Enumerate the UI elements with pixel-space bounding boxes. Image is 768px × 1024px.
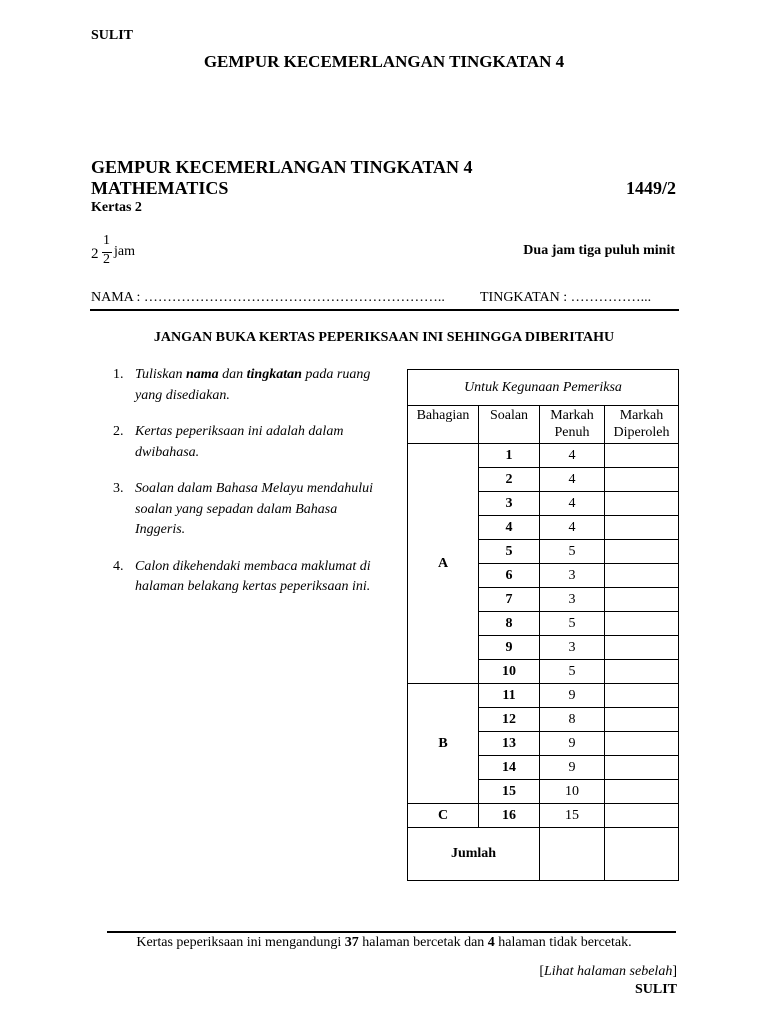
- question-number-cell: 10: [479, 660, 540, 684]
- marks-obtained-cell[interactable]: [605, 564, 679, 588]
- header-full-marks: Markah Penuh: [540, 406, 605, 444]
- turn-over-note: [539, 964, 677, 980]
- instruction-text: [135, 365, 383, 406]
- instruction-text-part: dan: [218, 367, 247, 382]
- sulit-label-top: SULIT: [91, 28, 134, 43]
- marks-obtained-cell[interactable]: [605, 492, 679, 516]
- full-marks-cell: 15: [540, 804, 605, 828]
- table-row: [408, 684, 679, 708]
- duration-denominator: 2: [103, 252, 110, 267]
- paper-name: Kertas 2: [91, 200, 142, 215]
- question-number-cell: 4: [479, 516, 540, 540]
- question-number-cell: 5: [479, 540, 540, 564]
- table-title: Untuk Kegunaan Pemeriksa: [408, 370, 679, 406]
- instruction-number: 1.: [113, 367, 124, 382]
- section-cell: A: [408, 444, 479, 684]
- examiner-table: [407, 369, 679, 881]
- warning-notice: JANGAN BUKA KERTAS PEPERIKSAAN INI SEHINGGA DIBERITAHU: [153, 330, 615, 345]
- top-heading: GEMPUR KECEMERLANGAN TINGKATAN 4: [203, 52, 565, 71]
- paper-code: 1449/2: [625, 178, 676, 198]
- instruction-item: [113, 365, 383, 406]
- printed-pages-count: 37: [344, 935, 359, 950]
- full-marks-cell: 4: [540, 468, 605, 492]
- full-marks-cell: 8: [540, 708, 605, 732]
- question-number-cell: 6: [479, 564, 540, 588]
- full-marks-cell: 3: [540, 564, 605, 588]
- header-marks-obtained: Markah Diperoleh: [605, 406, 679, 444]
- table-body: [408, 444, 679, 828]
- instruction-number: 3.: [113, 481, 124, 496]
- full-marks-cell: 4: [540, 492, 605, 516]
- blank-pages-count: 4: [487, 935, 495, 950]
- marks-obtained-cell[interactable]: [605, 708, 679, 732]
- sulit-label-bottom: SULIT: [634, 982, 677, 997]
- instruction-bold-class: tingkatan: [246, 367, 302, 382]
- footer-text: Kertas peperiksaan ini mengandungi: [136, 935, 345, 950]
- marks-obtained-cell[interactable]: [605, 612, 679, 636]
- section-cell: C: [408, 804, 479, 828]
- marks-obtained-cell[interactable]: [605, 636, 679, 660]
- total-full-cell: [540, 828, 605, 881]
- instruction-item: [113, 422, 383, 463]
- marks-obtained-cell[interactable]: [605, 660, 679, 684]
- full-marks-cell: 9: [540, 756, 605, 780]
- marks-obtained-cell[interactable]: [605, 756, 679, 780]
- instruction-text: Kertas peperiksaan ini adalah dalam dwibahasa.: [135, 424, 344, 460]
- full-marks-cell: 4: [540, 444, 605, 468]
- marks-obtained-cell[interactable]: [605, 516, 679, 540]
- duration-whole: 2: [91, 246, 99, 262]
- instruction-text: Soalan dalam Bahasa Melayu mendahului soalan yang sepadan dalam Bahasa Inggeris.: [135, 481, 373, 537]
- class-field[interactable]: TINGKATAN : ……………...: [480, 290, 652, 305]
- question-number-cell: 8: [479, 612, 540, 636]
- instruction-text-part: Tuliskan: [135, 367, 186, 382]
- marks-obtained-cell[interactable]: [605, 468, 679, 492]
- marks-obtained-cell[interactable]: [605, 444, 679, 468]
- header-section: Bahagian: [408, 406, 479, 444]
- header-question: Soalan: [479, 406, 540, 444]
- full-marks-cell: 5: [540, 612, 605, 636]
- marks-obtained-cell[interactable]: [605, 684, 679, 708]
- instruction-number: 2.: [113, 424, 124, 439]
- name-field[interactable]: NAMA : ………………………………………………………..: [91, 290, 445, 305]
- question-number-cell: 16: [479, 804, 540, 828]
- marks-obtained-cell[interactable]: [605, 732, 679, 756]
- paper-title: GEMPUR KECEMERLANGAN TINGKATAN 4: [91, 157, 473, 177]
- bracket-open: [: [539, 964, 544, 979]
- turn-over-text: Lihat halaman sebelah: [543, 964, 673, 979]
- full-marks-cell: 5: [540, 540, 605, 564]
- instruction-item: [113, 479, 383, 541]
- full-marks-cell: 9: [540, 732, 605, 756]
- full-marks-cell: 3: [540, 588, 605, 612]
- question-number-cell: 7: [479, 588, 540, 612]
- divider-bottom: [107, 931, 676, 933]
- marks-obtained-cell[interactable]: [605, 780, 679, 804]
- full-marks-cell: 3: [540, 636, 605, 660]
- full-marks-cell: 4: [540, 516, 605, 540]
- question-number-cell: 2: [479, 468, 540, 492]
- instruction-text-part: pada ruang yang disediakan.: [135, 367, 371, 403]
- instruction-bold-name: nama: [185, 367, 219, 382]
- question-number-cell: 11: [479, 684, 540, 708]
- instructions-list: [113, 365, 383, 614]
- question-number-cell: 13: [479, 732, 540, 756]
- full-marks-cell: 9: [540, 684, 605, 708]
- marks-obtained-cell[interactable]: [605, 804, 679, 828]
- question-number-cell: 1: [479, 444, 540, 468]
- bracket-close: ]: [672, 964, 677, 979]
- duration-words: Dua jam tiga puluh minit: [523, 243, 675, 258]
- full-marks-cell: 10: [540, 780, 605, 804]
- question-number-cell: 15: [479, 780, 540, 804]
- footer-text: halaman tidak bercetak.: [494, 935, 632, 950]
- full-marks-cell: 5: [540, 660, 605, 684]
- divider-top: [90, 309, 679, 311]
- duration-unit: jam: [114, 244, 135, 259]
- section-cell: B: [408, 684, 479, 804]
- question-number-cell: 12: [479, 708, 540, 732]
- duration-numerator: 1: [103, 233, 110, 248]
- total-obtained-cell[interactable]: [605, 828, 679, 881]
- instruction-number: 4.: [113, 558, 124, 574]
- total-label: Jumlah: [408, 828, 540, 881]
- table-row: [408, 444, 679, 468]
- subject-title: MATHEMATICS: [91, 178, 229, 198]
- marks-obtained-cell[interactable]: [605, 540, 679, 564]
- table-row: [408, 804, 679, 828]
- marks-obtained-cell[interactable]: [605, 588, 679, 612]
- instruction-item: [113, 557, 383, 598]
- instruction-text: Calon dikehendaki membaca maklumat di halaman belakang kertas peperiksaan ini.: [135, 558, 371, 594]
- question-number-cell: 14: [479, 756, 540, 780]
- footer-text: halaman bercetak dan: [358, 935, 488, 950]
- question-number-cell: 9: [479, 636, 540, 660]
- question-number-cell: 3: [479, 492, 540, 516]
- footer-note: [0, 935, 768, 951]
